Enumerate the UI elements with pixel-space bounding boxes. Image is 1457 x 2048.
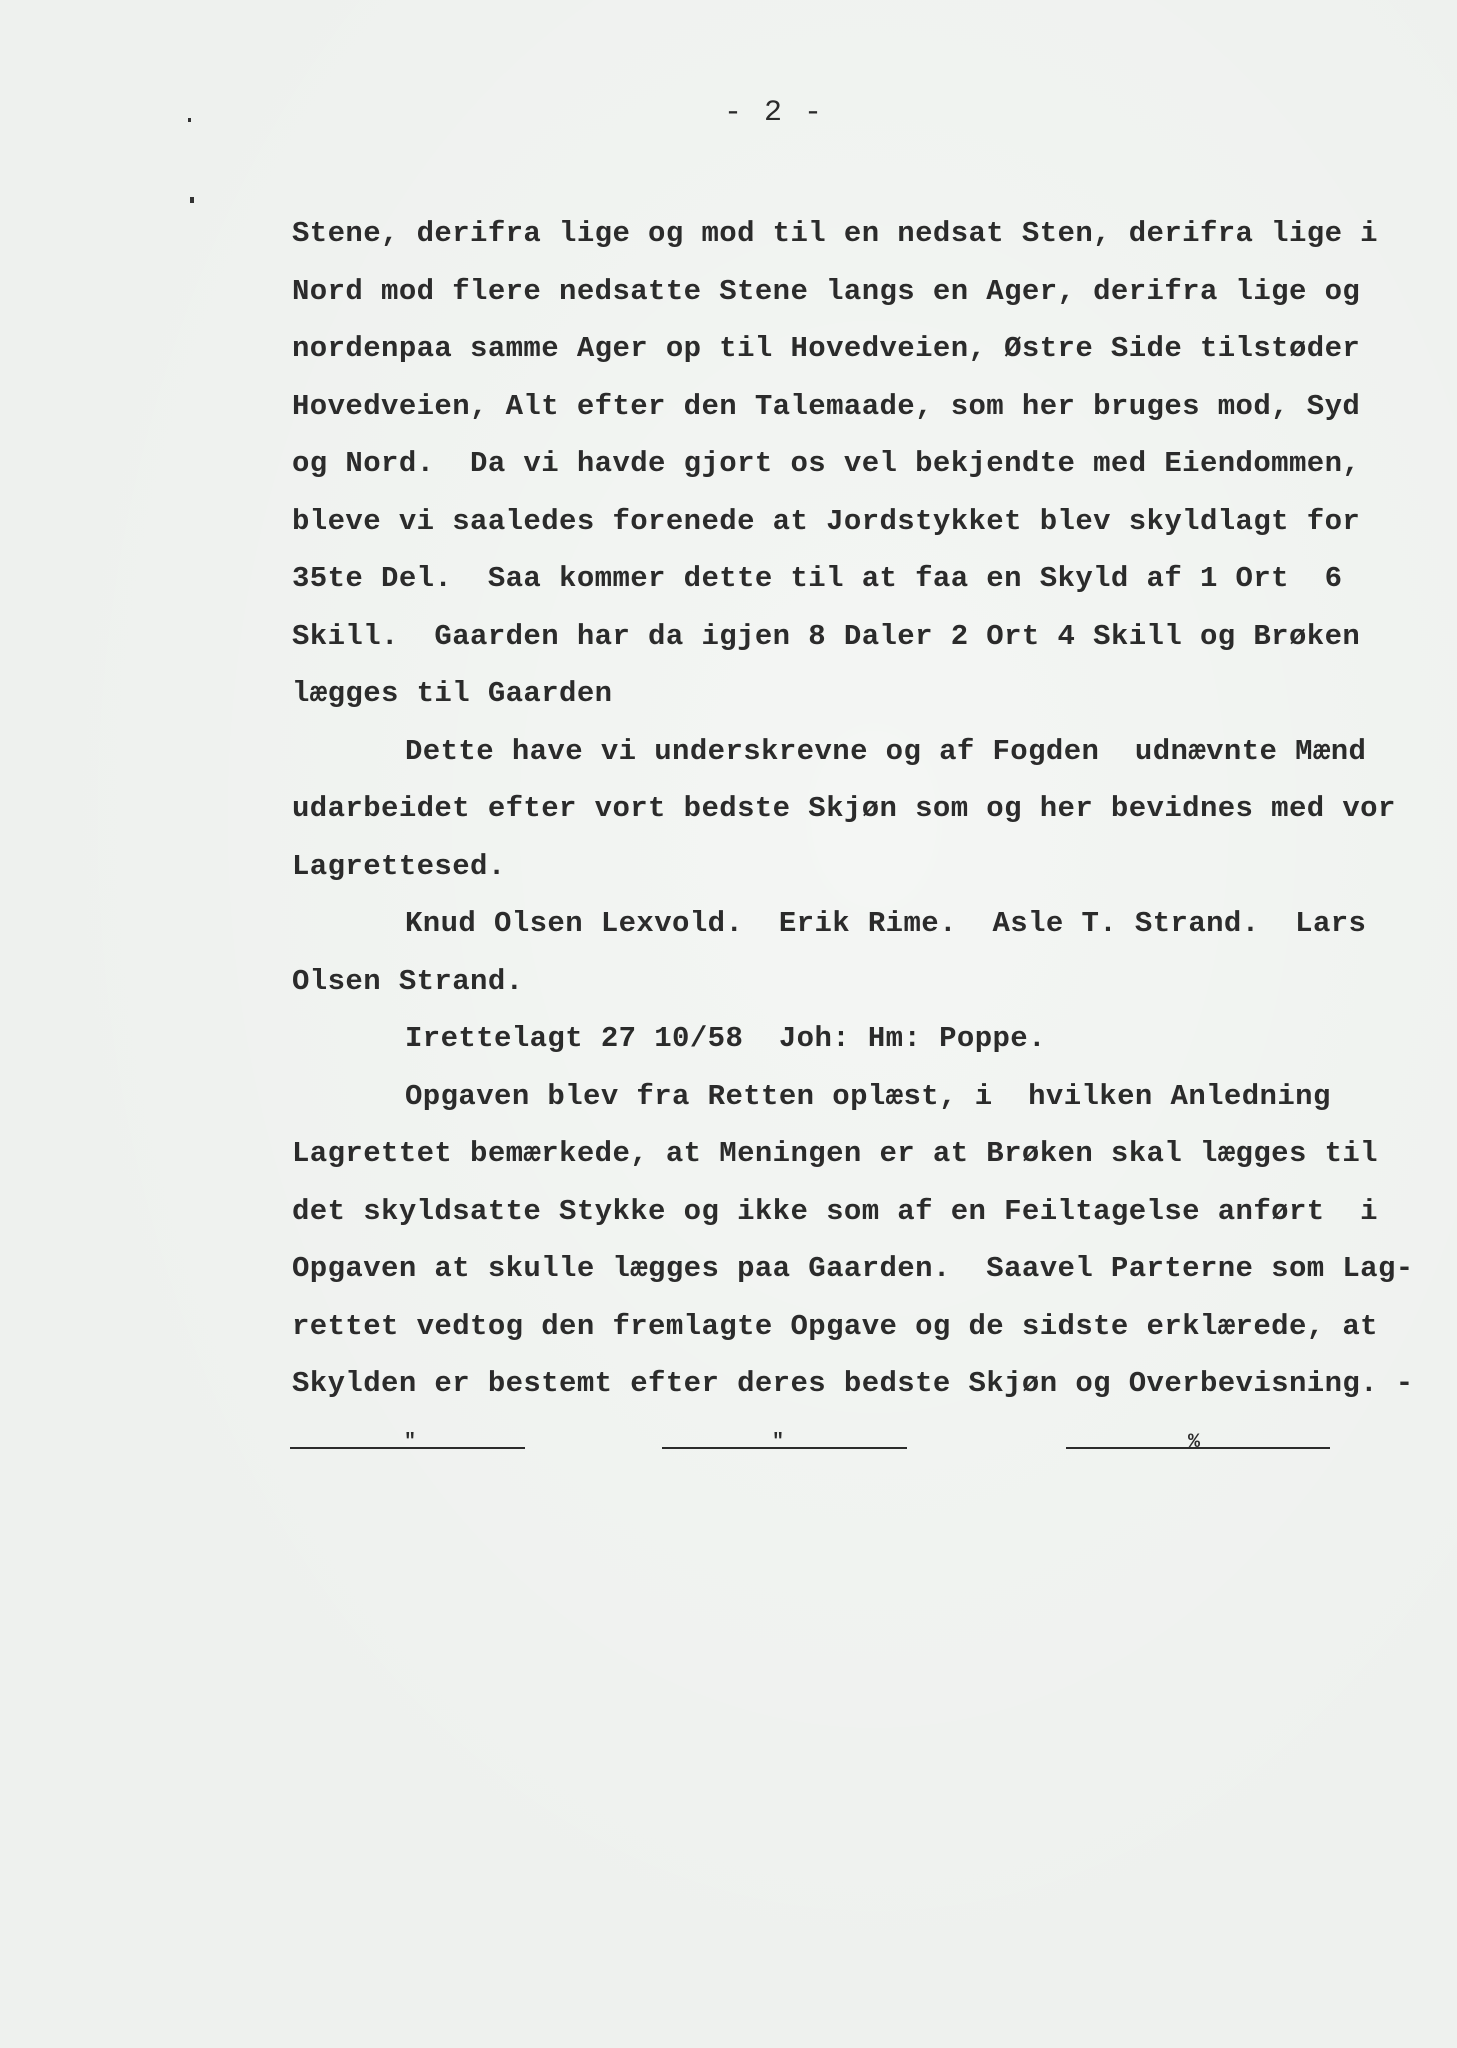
text-line: Lagrettet bemærkede, at Meningen er at Brøken skal lægges til [292, 1137, 1378, 1170]
text-line: Olsen Strand. [292, 964, 524, 998]
text-line: Nord mod flere nedsatte Stene langs en Ager, derifra lige og [292, 274, 1361, 308]
text-line: Irettelagt 27 10/58 Joh: Hm: Poppe. [405, 1022, 1046, 1055]
text-line: Skylden er bestemt efter deres bedste Skjøn og Overbevisning. - [292, 1367, 1414, 1400]
text-line: Skill. Gaarden har da igjen 8 Daler 2 Ort 4 Skill og Brøken [292, 619, 1361, 653]
text-line: rettet vedtog den fremlagte Opgave og de sidste erklærede, at [292, 1309, 1378, 1343]
text-line: Hovedveien, Alt efter den Talemaade, som her bruges mod, Syd [292, 389, 1361, 423]
ditto-mark: " [772, 1431, 785, 1454]
text-line: og Nord. Da vi havde gjort os vel bekjendte med Eiendommen, [292, 447, 1361, 480]
text-line: Opgaven blev fra Retten oplæst, i hvilken Anledning [405, 1079, 1331, 1113]
page-number: - 2 - [723, 96, 824, 130]
text-line: det skyldsatte Stykke og ikke som af en Feiltagelse anført i [292, 1194, 1378, 1228]
text-line: Opgaven at skulle lægges paa Gaarden. Saavel Parterne som Lag- [292, 1252, 1414, 1285]
text-line: Dette have vi underskrevne og af Fogden udnævnte Mænd [405, 734, 1367, 768]
text-line: 35te Del. Saa kommer dette til at faa en Skyld af 1 Ort 6 [292, 562, 1343, 595]
text-line: udarbeidet efter vort bedste Skjøn som og her bevidnes med vor [292, 792, 1396, 825]
text-line: lægges til Gaarden [292, 677, 613, 710]
text-line: Stene, derifra lige og mod til en nedsat Sten, derifra lige i [292, 217, 1378, 250]
signature-line [662, 1447, 907, 1449]
text-line: nordenpaa samme Ager op til Hovedveien, Østre Side tilstøder [292, 332, 1361, 365]
margin-mark [190, 197, 194, 203]
document-body [292, 205, 1414, 1413]
text-line: Knud Olsen Lexvold. Erik Rime. Asle T. Strand. Lars [405, 907, 1367, 940]
text-line: bleve vi saaledes forenede at Jordstykket blev skyldlagt for [292, 504, 1361, 538]
ditto-mark: " [404, 1431, 417, 1454]
ditto-mark: % [1188, 1431, 1201, 1454]
signature-lines [0, 1431, 1457, 1475]
text-line: Lagrettesed. [292, 849, 506, 883]
